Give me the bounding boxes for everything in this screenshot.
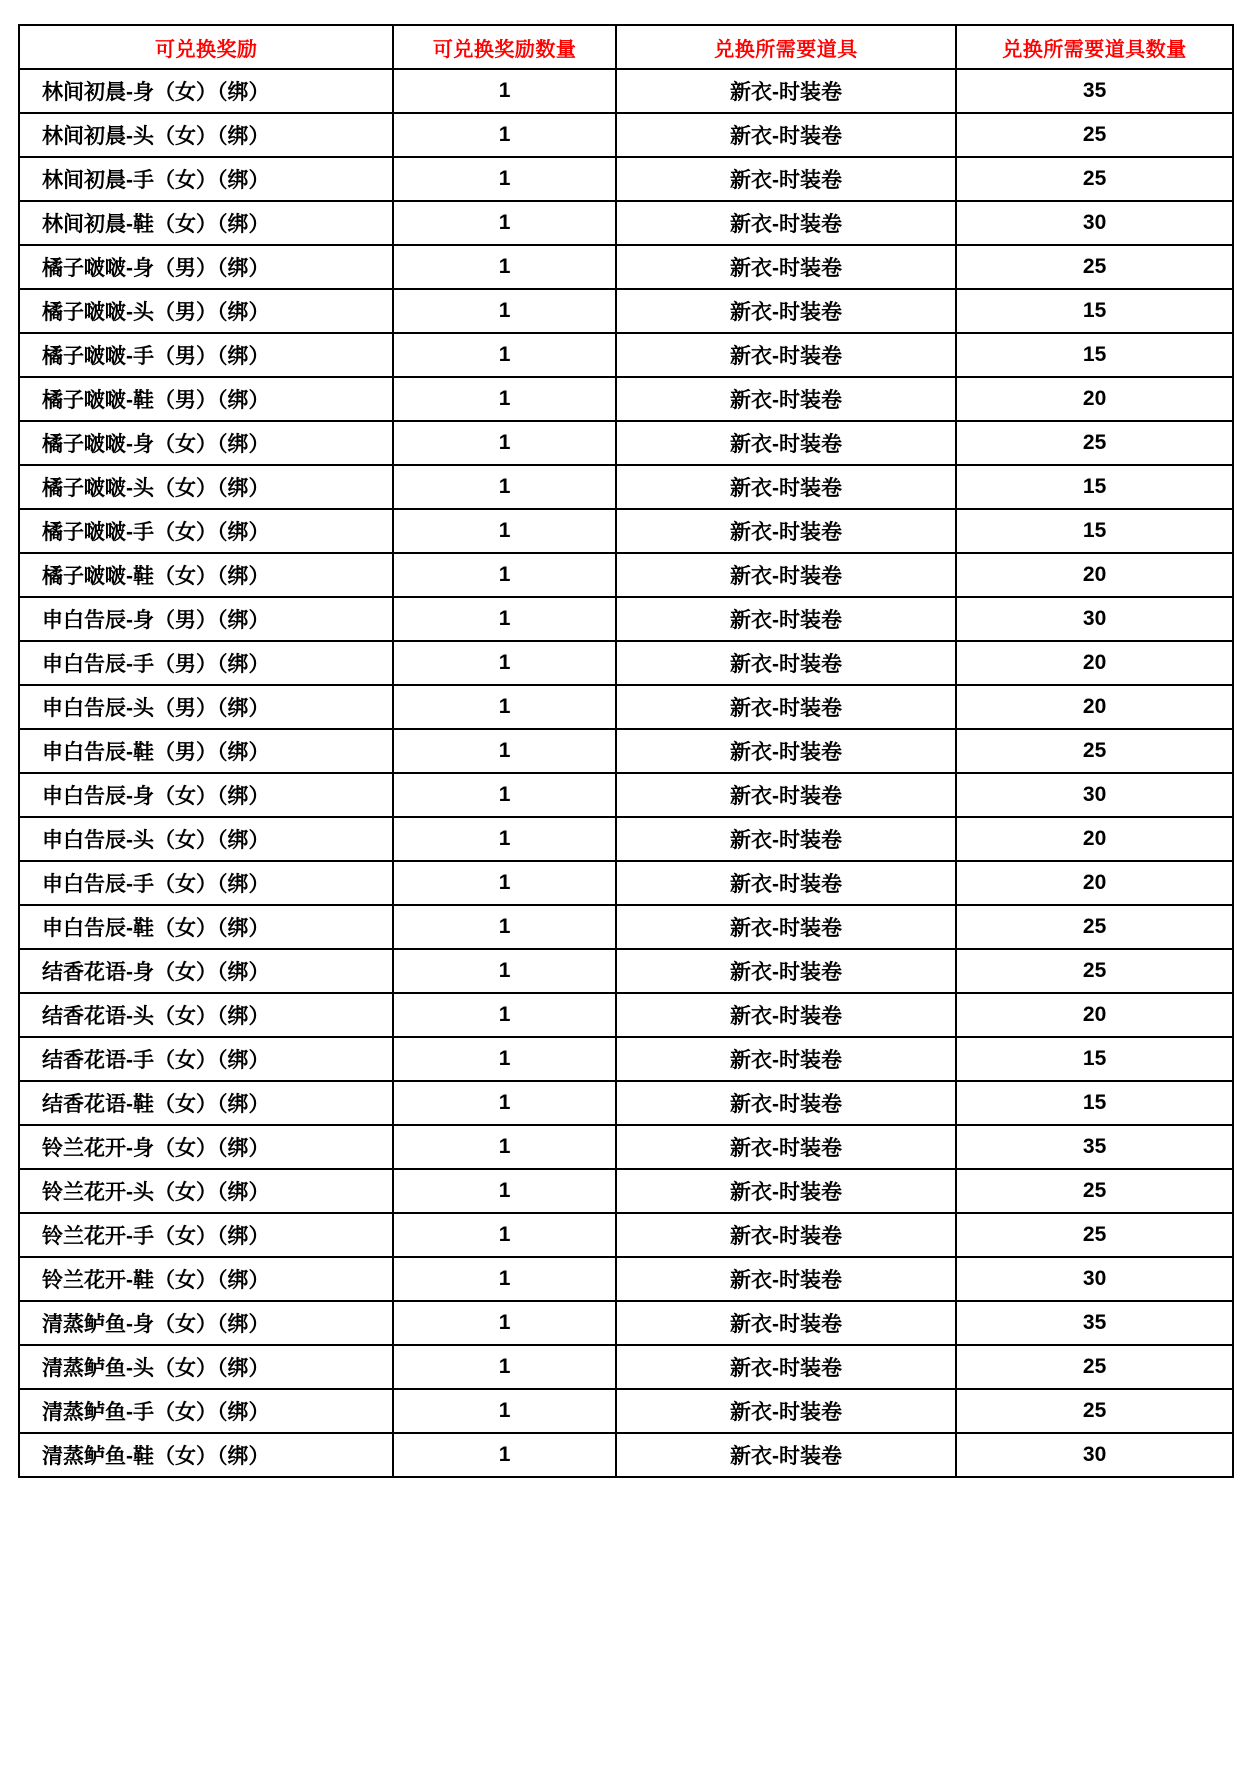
cell-required-item-count: 35 [956,69,1233,113]
table-row [19,69,1233,113]
cell-reward-count: 1 [393,993,615,1037]
cell-required-item: 新衣-时装卷 [616,1257,956,1301]
cell-required-item: 新衣-时装卷 [616,949,956,993]
cell-required-item-count: 30 [956,1257,1233,1301]
cell-reward-name: 橘子啵啵-身（女）（绑） [19,421,393,465]
cell-required-item-count: 25 [956,157,1233,201]
cell-reward-name: 橘子啵啵-头（女）（绑） [19,465,393,509]
cell-reward-name: 申白告辰-手（男）（绑） [19,641,393,685]
cell-reward-count: 1 [393,1389,615,1433]
cell-reward-count: 1 [393,509,615,553]
cell-required-item: 新衣-时装卷 [616,1433,956,1477]
cell-required-item: 新衣-时装卷 [616,685,956,729]
table-row [19,333,1233,377]
cell-reward-count: 1 [393,1037,615,1081]
cell-reward-name: 林间初晨-手（女）（绑） [19,157,393,201]
cell-reward-name: 铃兰花开-手（女）（绑） [19,1213,393,1257]
table-row [19,1169,1233,1213]
cell-required-item-count: 15 [956,509,1233,553]
cell-reward-name: 清蒸鲈鱼-鞋（女）（绑） [19,1433,393,1477]
table-row [19,377,1233,421]
cell-reward-name: 橘子啵啵-身（男）（绑） [19,245,393,289]
cell-required-item: 新衣-时装卷 [616,993,956,1037]
cell-required-item-count: 25 [956,949,1233,993]
table-row [19,553,1233,597]
cell-required-item: 新衣-时装卷 [616,289,956,333]
cell-required-item-count: 15 [956,289,1233,333]
cell-required-item-count: 35 [956,1125,1233,1169]
cell-required-item: 新衣-时装卷 [616,509,956,553]
cell-required-item: 新衣-时装卷 [616,1389,956,1433]
table-body [19,69,1233,1477]
cell-reward-count: 1 [393,1301,615,1345]
cell-required-item: 新衣-时装卷 [616,465,956,509]
cell-required-item-count: 30 [956,773,1233,817]
cell-required-item-count: 15 [956,1081,1233,1125]
cell-required-item: 新衣-时装卷 [616,1301,956,1345]
table-header-row [19,25,1233,69]
cell-required-item-count: 25 [956,113,1233,157]
cell-required-item: 新衣-时装卷 [616,861,956,905]
cell-required-item-count: 15 [956,333,1233,377]
cell-required-item-count: 25 [956,1169,1233,1213]
cell-reward-name: 结香花语-手（女）（绑） [19,1037,393,1081]
cell-reward-count: 1 [393,905,615,949]
cell-reward-name: 申白告辰-鞋（女）（绑） [19,905,393,949]
cell-reward-name: 结香花语-头（女）（绑） [19,993,393,1037]
cell-required-item: 新衣-时装卷 [616,113,956,157]
table-row [19,1257,1233,1301]
cell-reward-name: 橘子啵啵-手（男）（绑） [19,333,393,377]
cell-reward-name: 林间初晨-鞋（女）（绑） [19,201,393,245]
cell-required-item: 新衣-时装卷 [616,597,956,641]
column-header-reward: 可兑换奖励 [19,25,393,69]
cell-reward-count: 1 [393,773,615,817]
table-row [19,817,1233,861]
cell-reward-name: 清蒸鲈鱼-头（女）（绑） [19,1345,393,1389]
cell-required-item-count: 20 [956,993,1233,1037]
cell-reward-count: 1 [393,113,615,157]
cell-required-item-count: 30 [956,597,1233,641]
cell-required-item-count: 25 [956,1345,1233,1389]
cell-required-item-count: 25 [956,421,1233,465]
cell-reward-count: 1 [393,817,615,861]
table-row [19,509,1233,553]
cell-reward-name: 橘子啵啵-头（男）（绑） [19,289,393,333]
cell-required-item-count: 25 [956,245,1233,289]
table-row [19,201,1233,245]
cell-reward-name: 林间初晨-身（女）（绑） [19,69,393,113]
cell-required-item: 新衣-时装卷 [616,641,956,685]
cell-required-item: 新衣-时装卷 [616,553,956,597]
cell-reward-name: 清蒸鲈鱼-手（女）（绑） [19,1389,393,1433]
cell-required-item: 新衣-时装卷 [616,377,956,421]
cell-reward-name: 申白告辰-头（男）（绑） [19,685,393,729]
cell-required-item: 新衣-时装卷 [616,1213,956,1257]
cell-required-item-count: 20 [956,817,1233,861]
cell-reward-name: 申白告辰-鞋（男）（绑） [19,729,393,773]
exchange-reward-table [18,24,1234,1478]
cell-reward-name: 铃兰花开-身（女）（绑） [19,1125,393,1169]
cell-reward-count: 1 [393,157,615,201]
cell-required-item-count: 25 [956,1213,1233,1257]
cell-required-item: 新衣-时装卷 [616,1081,956,1125]
cell-reward-name: 橘子啵啵-鞋（女）（绑） [19,553,393,597]
cell-reward-count: 1 [393,1345,615,1389]
cell-required-item: 新衣-时装卷 [616,201,956,245]
column-header-required-item: 兑换所需要道具 [616,25,956,69]
table-row [19,905,1233,949]
cell-reward-count: 1 [393,377,615,421]
cell-required-item: 新衣-时装卷 [616,729,956,773]
cell-required-item-count: 20 [956,685,1233,729]
cell-reward-name: 铃兰花开-头（女）（绑） [19,1169,393,1213]
cell-required-item: 新衣-时装卷 [616,1169,956,1213]
cell-required-item: 新衣-时装卷 [616,421,956,465]
table-row [19,1301,1233,1345]
cell-required-item: 新衣-时装卷 [616,333,956,377]
cell-required-item-count: 20 [956,861,1233,905]
cell-required-item: 新衣-时装卷 [616,773,956,817]
table-row [19,1213,1233,1257]
cell-reward-count: 1 [393,245,615,289]
cell-reward-count: 1 [393,201,615,245]
cell-reward-count: 1 [393,289,615,333]
table-row [19,465,1233,509]
cell-reward-count: 1 [393,465,615,509]
cell-required-item-count: 20 [956,641,1233,685]
cell-reward-count: 1 [393,685,615,729]
cell-required-item-count: 30 [956,1433,1233,1477]
cell-reward-name: 橘子啵啵-鞋（男）（绑） [19,377,393,421]
cell-required-item: 新衣-时装卷 [616,905,956,949]
cell-reward-name: 清蒸鲈鱼-身（女）（绑） [19,1301,393,1345]
cell-required-item: 新衣-时装卷 [616,69,956,113]
table-header [19,25,1233,69]
cell-required-item: 新衣-时装卷 [616,245,956,289]
cell-required-item-count: 15 [956,465,1233,509]
cell-reward-name: 结香花语-鞋（女）（绑） [19,1081,393,1125]
cell-reward-count: 1 [393,1081,615,1125]
cell-required-item-count: 15 [956,1037,1233,1081]
column-header-required-item-count: 兑换所需要道具数量 [956,25,1233,69]
cell-required-item-count: 20 [956,377,1233,421]
cell-reward-count: 1 [393,641,615,685]
column-header-reward-count: 可兑换奖励数量 [393,25,615,69]
cell-reward-count: 1 [393,69,615,113]
cell-reward-count: 1 [393,333,615,377]
cell-reward-count: 1 [393,861,615,905]
table-row [19,421,1233,465]
cell-reward-name: 申白告辰-头（女）（绑） [19,817,393,861]
cell-required-item-count: 25 [956,1389,1233,1433]
cell-required-item-count: 30 [956,201,1233,245]
cell-reward-name: 铃兰花开-鞋（女）（绑） [19,1257,393,1301]
table-row [19,773,1233,817]
cell-reward-name: 林间初晨-头（女）（绑） [19,113,393,157]
cell-required-item-count: 25 [956,905,1233,949]
cell-reward-count: 1 [393,1169,615,1213]
cell-required-item: 新衣-时装卷 [616,157,956,201]
table-row [19,993,1233,1037]
table-row [19,289,1233,333]
cell-reward-name: 申白告辰-手（女）（绑） [19,861,393,905]
cell-reward-count: 1 [393,553,615,597]
table-row [19,1389,1233,1433]
cell-reward-name: 申白告辰-身（男）（绑） [19,597,393,641]
cell-reward-count: 1 [393,1125,615,1169]
cell-reward-count: 1 [393,1257,615,1301]
cell-required-item-count: 20 [956,553,1233,597]
table-row [19,641,1233,685]
table-row [19,1125,1233,1169]
cell-required-item-count: 25 [956,729,1233,773]
table-row [19,861,1233,905]
cell-required-item: 新衣-时装卷 [616,817,956,861]
table-row [19,157,1233,201]
cell-reward-name: 橘子啵啵-手（女）（绑） [19,509,393,553]
cell-reward-count: 1 [393,729,615,773]
cell-reward-name: 结香花语-身（女）（绑） [19,949,393,993]
table-row [19,1345,1233,1389]
table-row [19,113,1233,157]
cell-required-item-count: 35 [956,1301,1233,1345]
table-row [19,1081,1233,1125]
table-row [19,729,1233,773]
cell-reward-count: 1 [393,421,615,465]
cell-required-item: 新衣-时装卷 [616,1345,956,1389]
table-row [19,597,1233,641]
table-row [19,949,1233,993]
cell-reward-name: 申白告辰-身（女）（绑） [19,773,393,817]
table-row [19,1433,1233,1477]
table-row [19,1037,1233,1081]
cell-required-item: 新衣-时装卷 [616,1037,956,1081]
table-row [19,685,1233,729]
cell-required-item: 新衣-时装卷 [616,1125,956,1169]
cell-reward-count: 1 [393,597,615,641]
cell-reward-count: 1 [393,1433,615,1477]
cell-reward-count: 1 [393,949,615,993]
table-row [19,245,1233,289]
cell-reward-count: 1 [393,1213,615,1257]
